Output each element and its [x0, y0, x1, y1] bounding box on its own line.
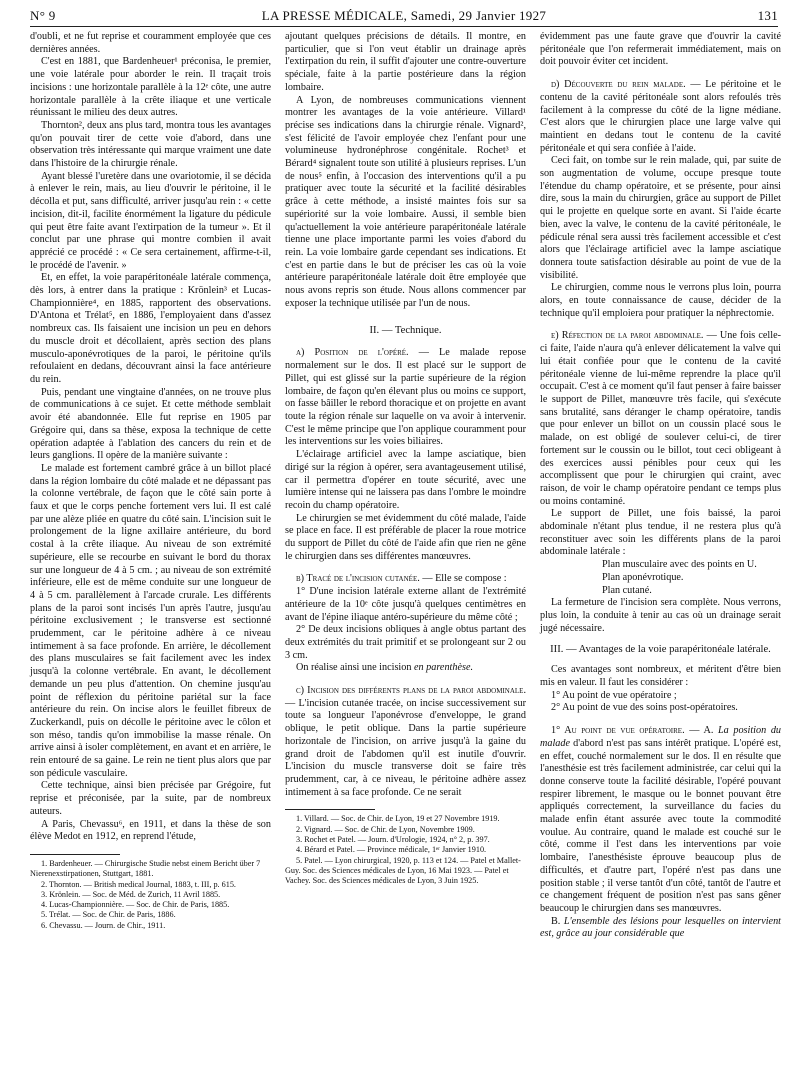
footnote: 1. Bardenheuer. — Chirurgische Studie nebst einem Bericht über 7 Nierenexstirpationen, Stuttgart, 1881. — [30, 859, 261, 879]
paragraph: C'est en 1881, que Bardenheuer¹ préconisa, le premier, une voie latérale pour aborder le rein. Il traçait trois incisions : une horizontale parallèle à la 12ᵉ côte, une autre horizontale parallèle à la crête iliaque et une verticale réunissant le milieu des deux autres. — [30, 56, 271, 119]
paragraph: On réalise ainsi une incision en parenthèse. — [296, 662, 474, 674]
paragraph: Puis, pendant une vingtaine d'années, on ne trouve plus de communications à ce sujet. Et cette méthode semblait avoir été abandonnée. Elle fut reprise en 1905 par Grégoire qui, dans sa thèse, exposa la technique de cette opération adaptée à l'ablation des cancers du rein et de leurs ganglions. Il opère de la manière suivante : — [30, 386, 271, 462]
paragraph: Le chirurgien se met évidemment du côté malade, l'aide se place en face. Il est préférable de placer la roue motrice du support de Pillet du côté de l'aide afin que rien ne gêne le chirurgien dans ses différentes manœuvres. — [285, 512, 526, 562]
journal-title: LA PRESSE MÉDICALE, Samedi, 29 Janvier 1927 — [261, 8, 547, 23]
paragraph: Cette technique, ainsi bien précisée par Grégoire, fut reprise et préconisée, par la suite, par de nombreux auteurs. — [30, 780, 271, 817]
paragraph: c) Incision des différents plans de la paroi abdominale. — L'incision cutanée tracée, on incise successivement sur toute sa longueur l'aponévrose d'enveloppe, le grand oblique, le petit oblique. Dans la partie supérieure horizontale de l'incision, on arrive jusqu'à la gaine du grand droit de l'abdomen qu'il est inutile d'ouvrir. L'incision du muscle transverse doit se faire très prudemment, car, à ce niveau, le péritoine adhère assez intimement à sa face profonde. Ce ne serait — [285, 685, 526, 798]
subheading: e) Réfection de la paroi abdominale. — [551, 330, 704, 342]
paragraph: Thornton², deux ans plus tard, montra tous les avantages qu'on pouvait tirer de cette voie d'abord, dans une observation très intéressante qui marque vraiment une date dans l'histoire de la chirurgie rénale. — [30, 119, 271, 170]
paragraph: 1° D'une incision latérale externe allant de l'extrémité antérieure de la 10ᵉ côte jusqu'à quelques centimètres en avant de l'épine iliaque antéro-supérieure du même côté ; — [285, 586, 526, 623]
column-1 — [30, 31, 271, 931]
paragraph: 1° Au point de vue opératoire ; — [551, 689, 677, 701]
paragraph: La fermeture de l'incision sera complète. Nous verrons, plus loin, la conduite à tenir au cas où un drainage serait jugé nécessaire. — [540, 597, 781, 634]
subheading: b) Tracé de l'incision cutanée. — [296, 573, 420, 585]
footnote-rule — [285, 809, 375, 810]
subheading: d) Découverte du rein malade. — [551, 79, 686, 91]
paragraph: Ayant blessé l'uretère dans une ovariotomie, il se décida à enlever le rein, mais, au lieu d'ouvrir le péritoine, il le décolla et put, sans difficulté, arriver jusqu'au rein : « cette incision, dit-il, facilite énormément la ligature du pédicule qui peut être faite avant l'extirpation de la tumeur ». Et il conclut par une phrase qui montre combien il avait apprécié ce procédé : « Ce sera certainement, affirme-t-il, le procédé de l'avenir. » — [30, 170, 271, 271]
list-item: Plan musculaire avec des points en U. — [602, 559, 757, 571]
list-item: Plan cutané. — [602, 584, 652, 596]
paragraph: b) Tracé de l'incision cutanée. — Elle se compose : — [296, 573, 507, 585]
paragraph: d'oubli, et ne fut reprise et couramment employée que ces dernières années. — [30, 31, 271, 55]
paragraph: évidemment pas une faute grave que d'ouvrir la cavité péritonéale que l'on refermerait immédiatement, mais on doit pouvoir éviter cet incident. — [540, 31, 781, 68]
paragraph: 2° De deux incisions obliques à angle obtus partant des deux extrémités du trait primitif et se prolongeant sur 2 ou 3 cm. — [285, 624, 526, 661]
footnote: 3. Rochet et Patel. — Journ. d'Urologie, 1924, n° 2, p. 397. — [296, 834, 490, 844]
footnote: 6. Chevassu. — Journ. de Chir., 1911. — [41, 920, 166, 930]
column-3 — [540, 31, 781, 941]
subheading: a) Position de l'opéré. — [296, 347, 409, 359]
paragraph: Le chirurgien, comme nous le verrons plus loin, pourra alors, en toute connaissance de cause, décider de la technique qu'il emploiera pour pratiquer la néphrectomie. — [540, 282, 781, 319]
footnote: 2. Vignard. — Soc. de Chir. de Lyon, Novembre 1909. — [296, 824, 475, 834]
section-heading: III. — Avantages de la voie parapéritonéale latérale. — [550, 644, 771, 656]
footnote: 3. Krönlein. — Soc. de Méd. de Zurich, 11 Avril 1885. — [41, 889, 221, 899]
section-heading: II. — Technique. — [369, 325, 442, 337]
paragraph: Et, en effet, la voie parapéritonéale latérale commença, dès lors, à entrer dans la pratique : Krönlein³ et Lucas-Championnière⁴, en 1885, rapportent des observations. D'Antona et Trélat⁵, en 1886, l'employaient dans d'assez nombreux cas. Ils faisaient une incision un peu en dehors du muscle droit et décollaient, après section des plans musculo-aponévrotiques de la paroi, le péritoine qu'ils refoulaient en dedans, découvrant ainsi la face antérieure du rein. — [30, 272, 271, 385]
footnote: 5. Trélat. — Soc. de Chir. de Paris, 1886. — [41, 910, 176, 920]
paragraph: Le malade est fortement cambré grâce à un billot placé dans la région lombaire du côté malade et ne dépassant pas la colonne vertébrale, de façon que le côté sain porte à faux et que le corps penche fortement vers lui. Il est calé par une alèze pliée en quatre du côté sain. L'incision suit le prolongement de la ligne axillaire antérieure, du bord costal à la crête iliaque. Au niveau de son extrémité supérieure, elle se recourbe en suivant le bord du thorax sur une longueur de 4 à 5 cm. ; au niveau de son extrémité inférieure, elle est de même conduite sur une longueur de 4 à 5 cm. parallèlement à l'arcade crurale. Les différents plans de la paroi sont incisés l'un après l'autre, jusqu'au péritoine exclusivement ; le transverse est sectionné prudemment, car le péritoine adhère à ce niveau intimement à sa face profonde. En arrière, le décollement des plans musculaires se fait facilement avec les index jusqu'à la colonne vertébrale. En avant, le décollement demande un peu plus d'attention. On chemine jusqu'au point de réflexion du péritoine pariétal sur la face antérieure du rein. On incise alors le feuillet fibreux de Zuckerkandl, puis on décolle le péritoine avec le côlon et son méso, tandis qu'on immobilise la masse rénale. On arrive ainsi à isoler complètement, en avant et en arrière, le rein entouré de sa gaine. Le rein ne tient plus alors que par son pédicule vasculaire. — [30, 462, 271, 779]
paragraph: A Lyon, de nombreuses communications viennent montrer les avantages de la voie antérieure. Villard¹ précise ses indications dans la chirurgie rénale. Vignard², s'est félicité de l'avoir employée chez l'enfant pour une volumineuse hydronéphrose congénitale. Rochet³ et Bérard⁴ signalent toute son utilité à plusieurs reprises. L'un de nous⁵ enfin, à l'occasion des interventions qu'il a pu pratiquer avec toute la sécurité et la facilité désirables grâce à cette méthode, a insisté maintes fois sur sa supériorité sur la voie lombaire. Aussi, il semble bien qu'actuellement la voie antérieure parapéritonéale latérale tienne une place importante parmi les voies d'abord du rein. La voie lombaire garde cependant ses indications. Et c'est en partie dans le but de préciser les cas où la voie antérieure parapéritonéale latérale doit être employée que nous avons repris son étude. Nous allons commencer par exposer la technique utilisée par l'un de nous. — [285, 94, 526, 309]
list-item: Plan aponévrotique. — [602, 571, 684, 583]
paragraph: d) Découverte du rein malade. — Le péritoine et le contenu de la cavité péritonéale sont alors refoulés très facilement à la compresse du côté de la ligne médiane. C'est alors que le chirurgien place une large valve qui maintient en dedans tout le contenu de la cavité péritonéale et qui sera confiée à l'aide. — [540, 79, 781, 154]
paragraph: Le support de Pillet, une fois baissé, la paroi abdominale n'étant plus tendue, il ne restera plus qu'à reconstituer avec soin les différents plans de la paroi abdominale latérale : — [540, 508, 781, 558]
paragraph: L'éclairage artificiel avec la lampe asciatique, bien dirigé sur la région à opérer, sera avantageusement utilisé, car il permettra d'opérer en toute sécurité, avec une lumière intense qui ne laissera pas dans l'ombre le moindre recoin du champ opératoire. — [285, 449, 526, 511]
paragraph: B. L'ensemble des lésions pour lesquelles on intervient est, grâce au jour considérable que — [540, 915, 781, 940]
paragraph: e) Réfection de la paroi abdominale. — Une fois celle-ci faite, l'aide n'aura qu'à enlever délicatement la valve qui lui était confiée pour que le contenu de la cavité péritonéale vienne de lui-même reprendre la place qu'il occupait. C'est à ce moment qu'il faut penser à faire baisser le support de Pillet, manœuvre très facile, qui s'exécute sans brutalité, sans déranger le champ opératoire, tandis que pour enlever un billot on un coussin placé sous le malade, on est obligé de soulever celui-ci, de tirer fortement sur le coussin ou le billot, tout ceci obligeant à des exercices aussi pénibles pour ceux qui les accomplissent que pour le chirurgien qui craint, avec raison, de voir le champ opératoire pendant ce temps plus ou moins contaminé. — [540, 330, 782, 507]
subheading: 1° Au point de vue opératoire. — [551, 725, 685, 737]
paragraph: 1° Au point de vue opératoire. — A. La position du malade d'abord n'est pas sans intérêt pratique. L'opéré est, en effet, couché normalement sur le dos. Il en résulte que l'anesthésie est très facilement administrée, car celui qui la donne conserve toute la facilité désirable, l'opéré pouvant respirer librement, le masque ou le bonnet pouvant être appliqués correctement, la surveillance du facies du malade enfin étant assurée avec toute la commodité voulue. Au contraire, quand le malade est couché sur le côté, comme il l'est dans les interventions par voie lombaire, l'anesthésiste éprouve beaucoup plus de difficultés, et d'autre part, l'opéré n'est pas dans une position stable ; il verse tantôt d'un côté, tantôt de l'autre et ce changement fréquent de position n'est pas sans gêner beaucoup le chirurgien dans ses manœuvres. — [540, 725, 782, 914]
header-rule — [30, 26, 778, 27]
paragraph: a) Position de l'opéré. — Le malade repose normalement sur le dos. Il est placé sur le support de Pillet, qui est glissé sur la partie supérieure de la région lombaire, de façon qu'en élevant plus ou moins ce support, on fasse bâiller le rebord thoracique et on projette en avant toute la région rénale sur laquelle on va avoir à intervenir. C'est le même principe que l'on applique couramment pour les interventions sur les voies biliaires. — [285, 347, 526, 448]
paragraph: Ces avantages sont nombreux, et méritent d'être bien mis en valeur. Il faut les considérer : — [540, 664, 781, 689]
paragraph: Ceci fait, on tombe sur le rein malade, qui, par suite de son augmentation de volume, occupe presque toute l'étendue du champ opératoire, et se présente, pour ainsi dire, sous la main du chirurgien, grâce au support de Pillet qui le projette en quelque sorte en avant. Si l'aide écarte bien, avec la valve, le contenu de la cavité péritonéale, le pédicule rénal sera aussi très facilement accessible et c'est alors que l'éclairage artificiel avec la lampe asciatique donnera toute satisfaction désirable au point de vue de la visibilité. — [540, 155, 781, 281]
page-number: 131 — [757, 8, 778, 23]
footnote: 5. Patel. — Lyon chirurgical, 1920, p. 113 et 124. — Patel et Mallet-Guy. Soc. des Sciences médicales de Lyon, 16 Mai 1923. — Patel et Vachey. Soc. des Sciences médicales de Lyon, 3 Juin 1925. — [285, 855, 521, 886]
footnote: 4. Lucas-Championnière. — Soc. de Chir. de Paris, 1885. — [41, 900, 230, 910]
footnote: 2. Thornton. — British medical Journal, 1883, t. III, p. 615. — [41, 879, 236, 889]
footnote: 1. Villard. — Soc. de Chir. de Lyon, 19 et 27 Novembre 1919. — [296, 814, 500, 824]
paragraph: A Paris, Chevassu⁶, en 1911, et dans la thèse de son élève Medot en 1912, en reprend l'étude, — [30, 818, 271, 843]
column-2 — [285, 31, 526, 886]
issue-number: N° 9 — [30, 8, 56, 23]
footnote-rule — [30, 854, 120, 855]
subheading: c) Incision des différents plans de la paroi abdominale. — [296, 685, 526, 697]
footnote: 4. Bérard et Patel. — Province médicale, 1ᵉʳ Janvier 1910. — [296, 845, 487, 855]
page-header — [30, 4, 778, 26]
paragraph: ajoutant quelques précisions de détails. Il montre, en particulier, que si l'on veut établir un drainage après l'extirpation du rein, il suffit d'ajouter une contre-ouverture spéciale, faite à la partie postérieure dans la région lombaire. — [285, 31, 526, 93]
paragraph: 2° Au point de vue des soins post-opératoires. — [551, 702, 738, 714]
